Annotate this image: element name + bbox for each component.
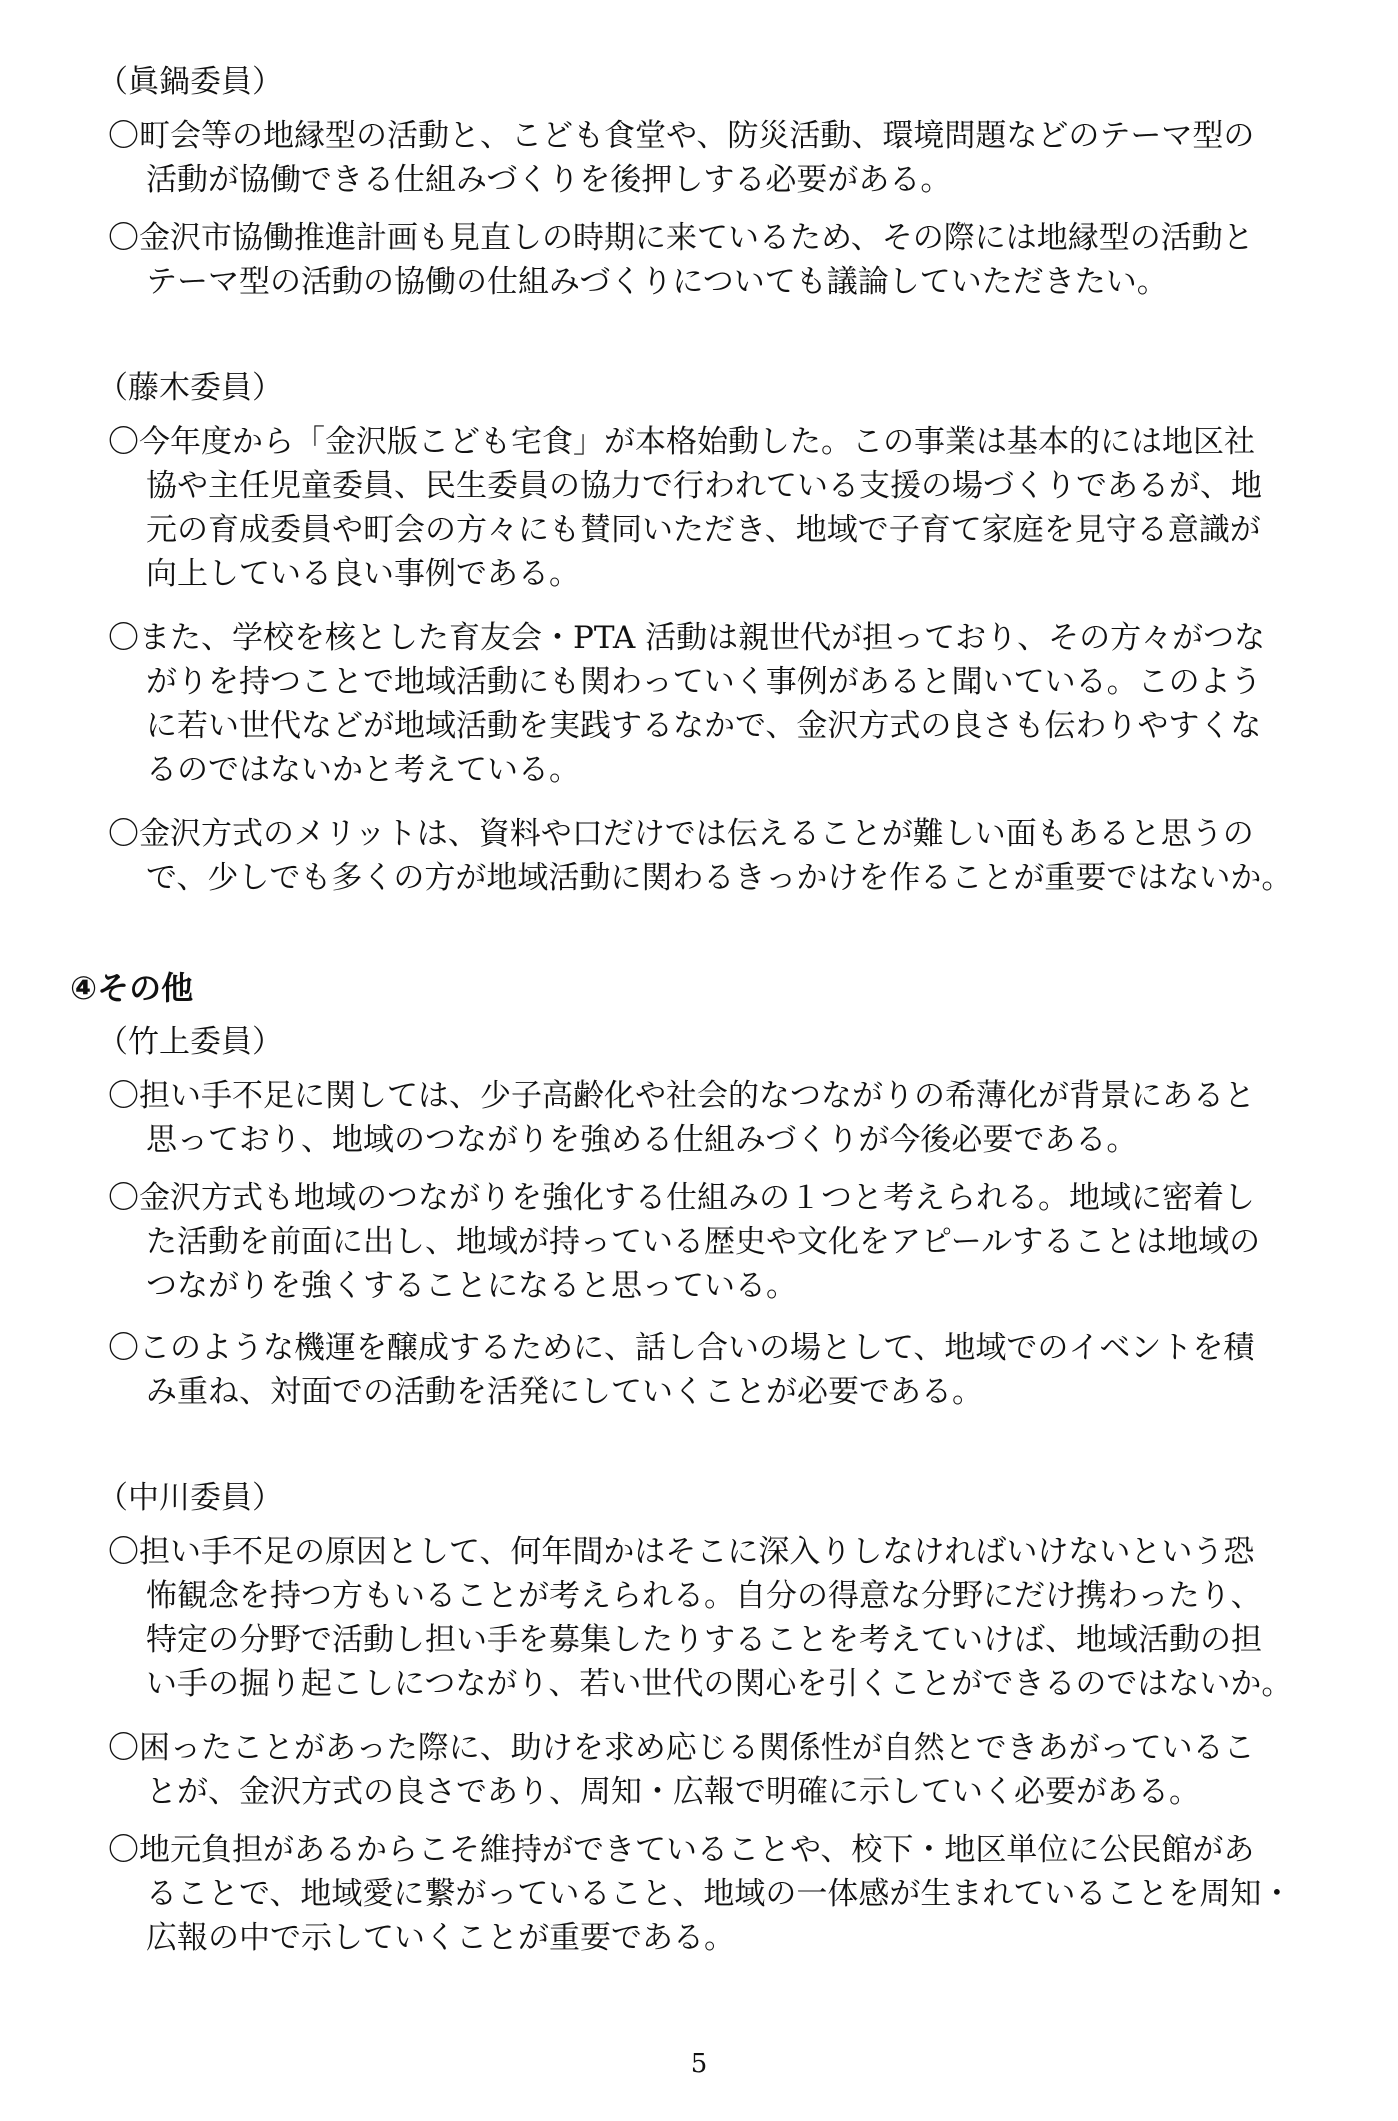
comment-line: 〇このような機運を醸成するために、話し合いの場として、地域でのイベントを積 (108, 1330, 1255, 1366)
comment-item (108, 1326, 1358, 1414)
comment-line: み重ね、対面での活動を活発にしていくことが必要である。 (146, 1374, 983, 1410)
comment-line: に若い世代などが地域活動を実践するなかで、金沢方式の良さも伝わりやすくな (146, 708, 1262, 744)
comment-item (108, 1828, 1358, 1960)
comment-line: 〇また、学校を核とした育友会・PTA 活動は親世代が担っており、その方々がつな (108, 620, 1266, 656)
comment-line: ることで、地域愛に繋がっていること、地域の一体感が生まれていることを周知・ (146, 1876, 1293, 1912)
comment-line: で、少しでも多くの方が地域活動に関わるきっかけを作ることが重要ではないか。 (146, 860, 1293, 896)
comment-line: とが、金沢方式の良さであり、周知・広報で明確に示していく必要がある。 (146, 1774, 1200, 1810)
section-heading: ④その他 (70, 969, 194, 1007)
speaker-label: （中川委員） (97, 1480, 283, 1516)
comment-line: 〇困ったことがあった際に、助けを求め応じる関係性が自然とできあがっているこ (108, 1730, 1255, 1766)
comment-item (108, 216, 1358, 304)
comment-line: つながりを強くすることになると思っている。 (146, 1268, 797, 1304)
speaker-label: （眞鍋委員） (97, 64, 283, 100)
comment-item (108, 1074, 1358, 1162)
comment-line: 〇金沢方式のメリットは、資料や口だけでは伝えることが難しい面もあると思うの (108, 816, 1254, 852)
comment-line: るのではないかと考えている。 (146, 752, 580, 788)
comment-line: 〇地元負担があるからこそ維持ができていることや、校下・地区単位に公民館があ (108, 1832, 1255, 1868)
comment-line: 〇今年度から「金沢版こども宅食」が本格始動した。この事業は基本的には地区社 (108, 424, 1255, 460)
comment-line: い手の掘り起こしにつながり、若い世代の関心を引くことができるのではないか。 (146, 1666, 1293, 1702)
comment-line: 特定の分野で活動し担い手を募集したりすることを考えていけば、地域活動の担 (146, 1622, 1262, 1658)
comment-line: 協や主任児童委員、民生委員の協力で行われている支援の場づくりであるが、地 (146, 468, 1262, 504)
comment-line: 怖観念を持つ方もいることが考えられる。自分の得意な分野にだけ携わったり、 (146, 1578, 1262, 1614)
comment-item (108, 1176, 1358, 1308)
comment-line: 向上している良い事例である。 (146, 556, 580, 592)
comment-line: 〇町会等の地縁型の活動と、こども食堂や、防災活動、環境問題などのテーマ型の (108, 118, 1255, 154)
page-number: 5 (690, 2049, 708, 2079)
comment-line: た活動を前面に出し、地域が持っている歴史や文化をアピールすることは地域の (146, 1224, 1261, 1260)
comment-line: 広報の中で示していくことが重要である。 (146, 1920, 735, 1956)
comment-item (108, 114, 1358, 202)
comment-item (108, 616, 1358, 792)
comment-line: 元の育成委員や町会の方々にも賛同いただき、地域で子育て家庭を見守る意識が (146, 512, 1261, 548)
comment-line: 〇担い手不足に関しては、少子高齢化や社会的なつながりの希薄化が背景にあると (108, 1078, 1255, 1114)
comment-line: 思っており、地域のつながりを強める仕組みづくりが今後必要である。 (146, 1122, 1138, 1158)
comment-item (108, 812, 1358, 900)
speaker-label: （藤木委員） (97, 370, 283, 406)
comment-item (108, 1530, 1358, 1706)
comment-item (108, 1726, 1358, 1814)
comment-line: テーマ型の活動の協働の仕組みづくりについても議論していただきたい。 (146, 264, 1168, 300)
speaker-label: （竹上委員） (97, 1024, 283, 1060)
comment-line: 活動が協働できる仕組みづくりを後押しする必要がある。 (146, 162, 952, 198)
comment-line: がりを持つことで地域活動にも関わっていく事例があると聞いている。このよう (146, 664, 1262, 700)
comment-line: 〇担い手不足の原因として、何年間かはそこに深入りしなければいけないという恐 (108, 1534, 1255, 1570)
comment-line: 〇金沢方式も地域のつながりを強化する仕組みの１つと考えられる。地域に密着し (108, 1180, 1255, 1216)
comment-line: 〇金沢市協働推進計画も見直しの時期に来ているため、その際には地縁型の活動と (108, 220, 1254, 256)
comment-item (108, 420, 1358, 596)
